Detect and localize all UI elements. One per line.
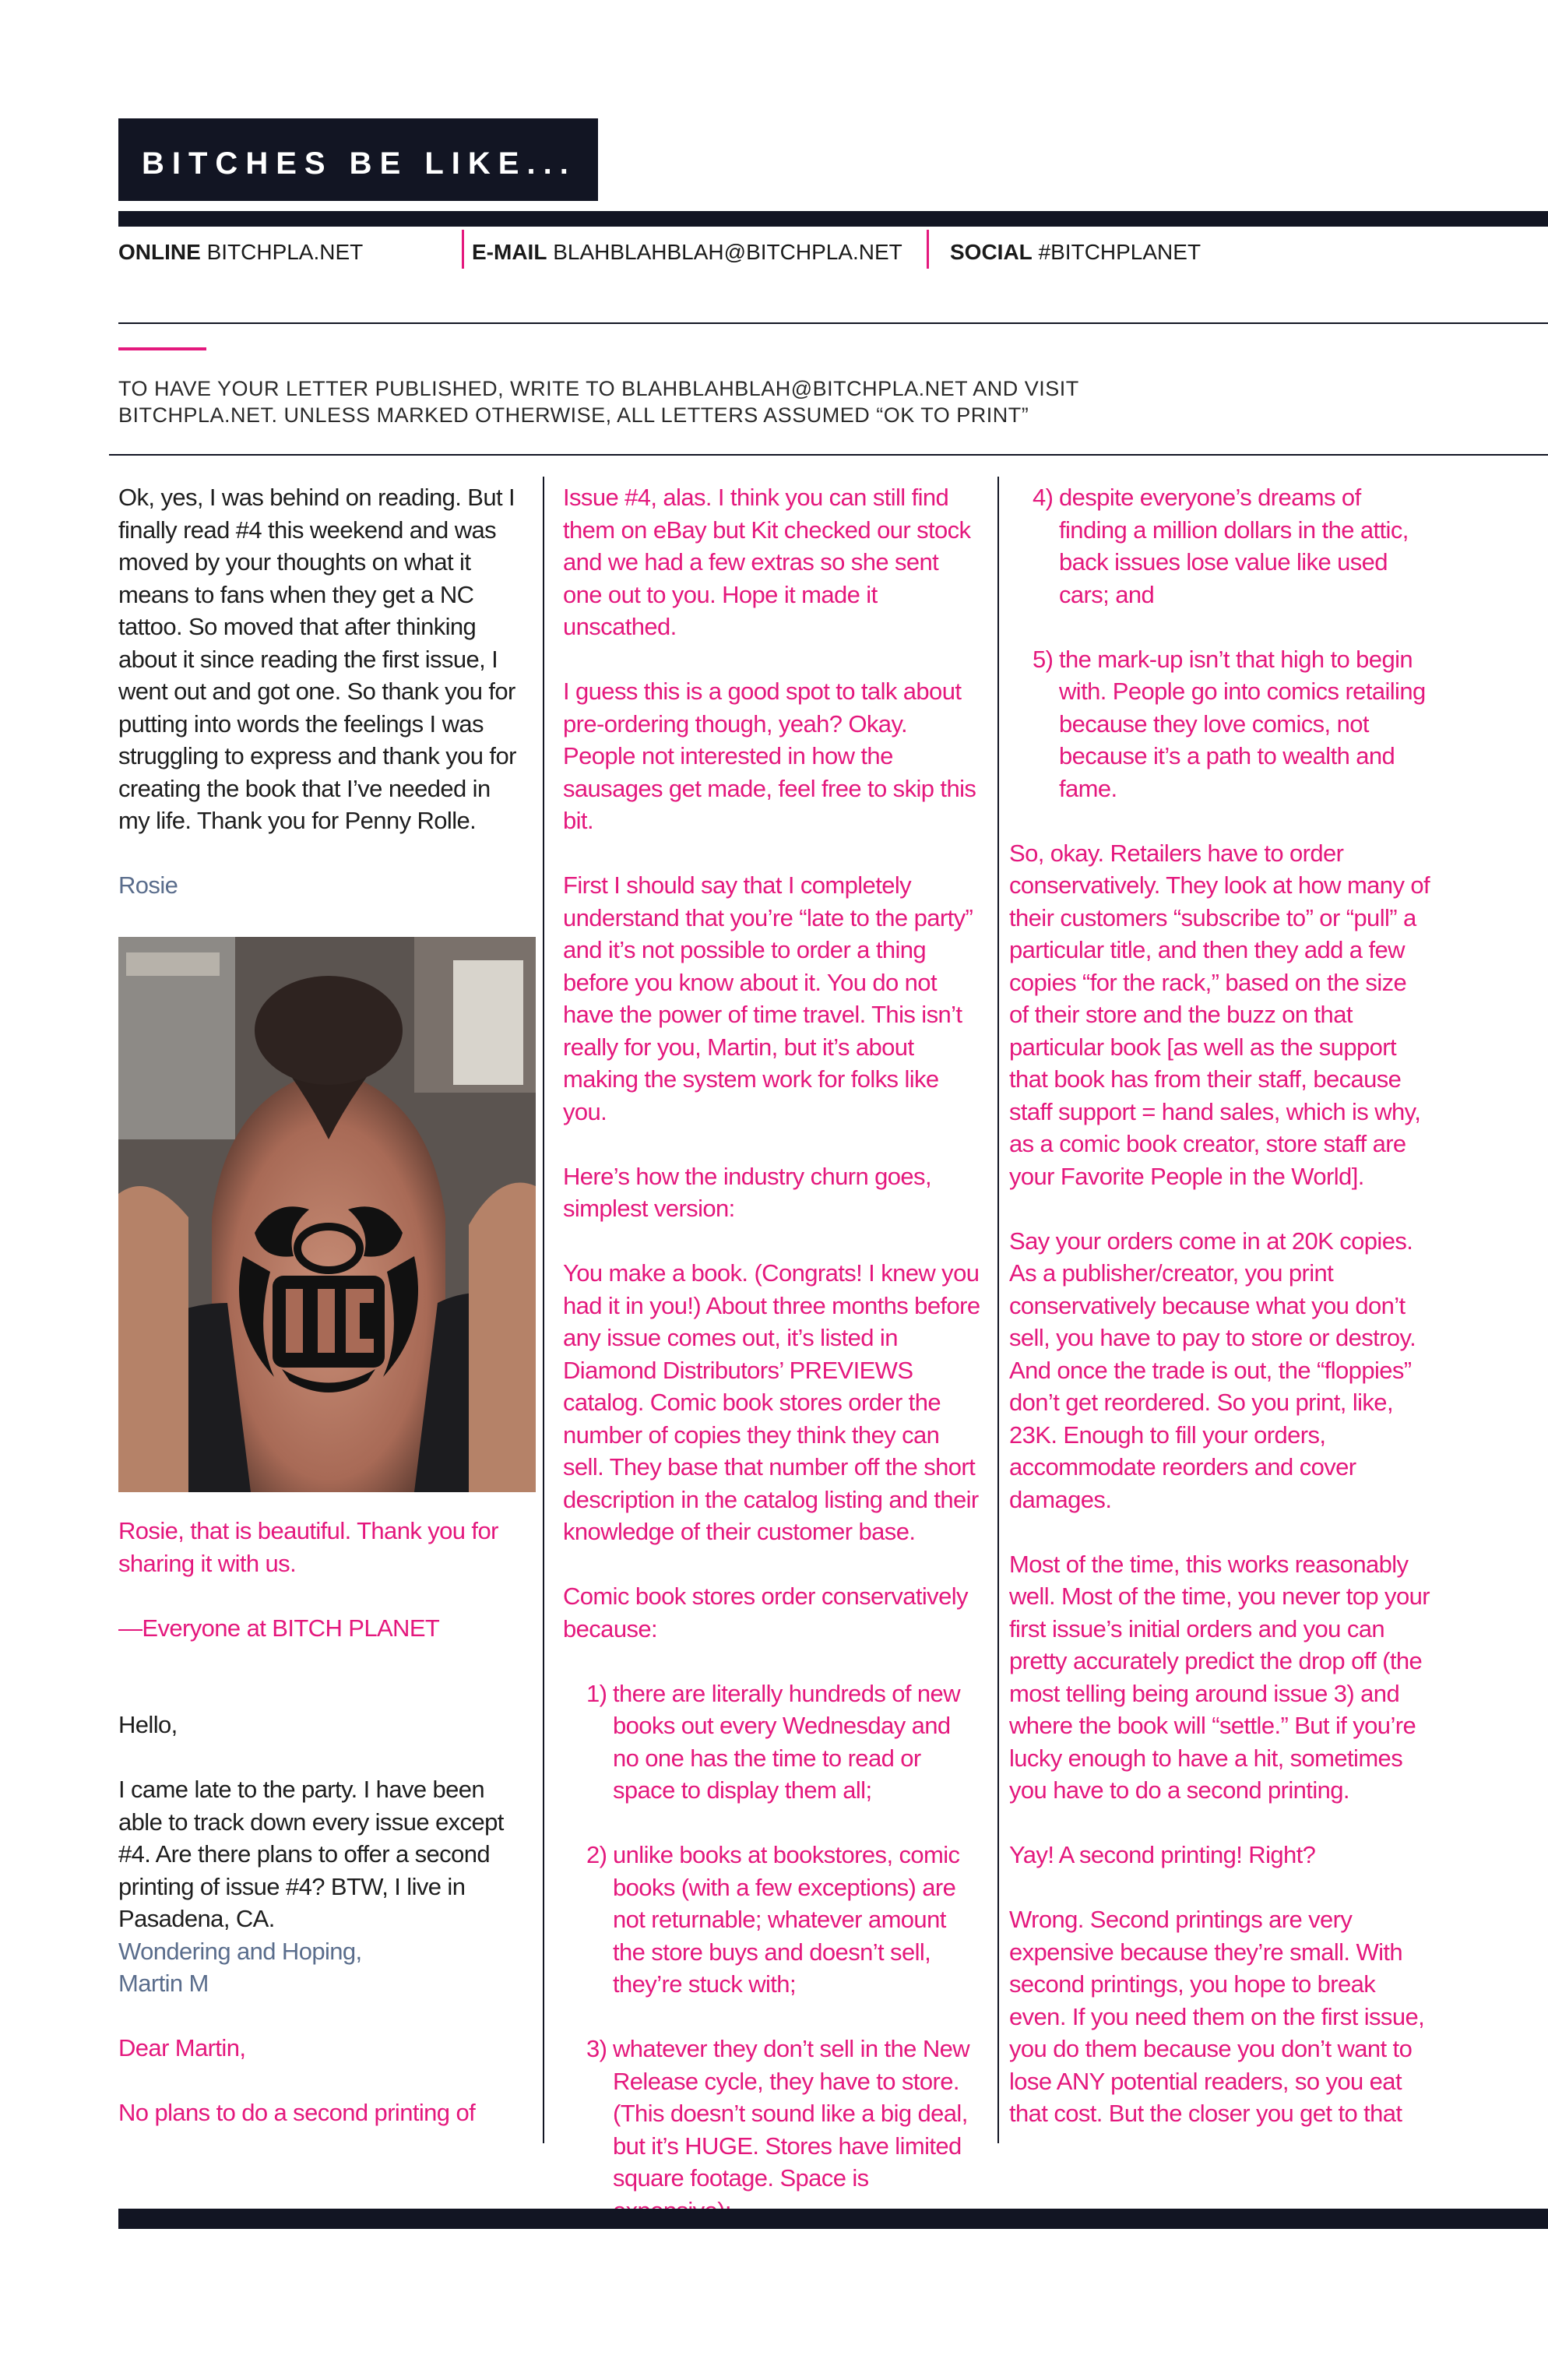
reply-paragraph: So, okay. Retailers have to order conservatively. They look at how many of their customers “subscribe to” or “pull” a particular title, and then they add a few copies “for the rack,” based on the size of their store and the buzz on that particular book [as well as the support that book has from their staff, because staff support = hand sales, which is why, as a comic book creator, store staff are your Favorite People in the World]. (1009, 839, 1430, 1190)
list-item (563, 1839, 982, 2001)
reply-paragraph: I guess this is a good spot to talk about pre-ordering though, yeah? Okay. People not interested in how the sausages get made, feel free to skip this bit. (563, 678, 976, 834)
email-label: E-MAIL (472, 240, 547, 264)
footer-bar (118, 2209, 1548, 2229)
letter-signature: Wondering and Hoping, (118, 1937, 362, 1965)
submission-instructions: TO HAVE YOUR LETTER PUBLISHED, WRITE TO BLAHBLAHBLAH@BITCHPLA.NET AND VISIT BITCHPLA.NET. UNLESS MARKED OTHERWISE, ALL LETTERS ASSUMED “OK TO PRINT” (118, 377, 1079, 427)
reply-paragraph: First I should say that I completely understand that you’re “late to the party” and it’s not possible to order a thing before you know about it. You do not have the power of time travel. This isn’t really for you, Martin, but it’s about making the system work for folks like you. (563, 871, 973, 1125)
list-item (1009, 481, 1430, 611)
reply-signature: —Everyone at BITCH PLANET (118, 1614, 440, 1642)
section-title: BITCHES BE LIKE... (118, 118, 598, 201)
header-bar (118, 211, 1548, 227)
contact-divider (462, 230, 464, 269)
reply-paragraph: You make a book. (Congrats! I knew you had it in you!) About three months before any issue comes out, it’s listed in Diamond Distributors’ PREVIEWS catalog. Comic book stores order the number of copies they think they can sell. They base that number off the short description in the catalog listing and their knowledge of their customer base. (563, 1259, 980, 1545)
list-number: 2) (586, 1841, 607, 1868)
social-label: SOCIAL (950, 240, 1033, 264)
list-number: 1) (586, 1679, 607, 1707)
tattoo-photo (118, 937, 536, 1492)
column-3 (1009, 481, 1430, 2162)
columns-top-rule (109, 454, 1548, 456)
reply-paragraph: Say your orders come in at 20K copies. As a publisher/creator, you print conservatively because what you don’t sell, you have to pay to store or destroy. And once the trade is out, the “floppies” don’t get reordered. So you print, like, 23K. Enough to fill your orders, accommodate reorders and cover damages. (1009, 1227, 1416, 1513)
reply-text: Rosie, that is beautiful. Thank you for sharing it with us. (118, 1517, 498, 1577)
reply-paragraph: Comic book stores order conservatively because: (563, 1583, 968, 1642)
list-item (563, 2033, 982, 2227)
email-link[interactable]: BLAHBLAHBLAH@BITCHPLA.NET (553, 240, 902, 264)
list-item (1009, 643, 1430, 805)
online-label: ONLINE (118, 240, 201, 264)
list-text: the mark-up isn’t that high to begin with. People go into comics retailing because they love comics, not because it’s a path to wealth and fame. (1059, 645, 1426, 802)
column-1 (118, 481, 523, 934)
accent-dash (118, 347, 206, 350)
reply-paragraph: Here’s how the industry churn goes, simplest version: (563, 1162, 931, 1222)
reply-paragraph: Issue #4, alas. I think you can still find them on eBay but Kit checked our stock and we had a few extras so she sent one out to you. Hope it made it unscathed. (563, 484, 971, 640)
social-link[interactable]: #BITCHPLANET (1038, 240, 1201, 264)
reply-greeting: Dear Martin, (118, 2034, 246, 2061)
contact-online (118, 240, 363, 271)
online-link[interactable]: BITCHPLA.NET (206, 240, 364, 264)
list-item (563, 1678, 982, 1807)
letter-greeting: Hello, (118, 1711, 178, 1738)
letter-signature: Martin M (118, 1970, 209, 1997)
list-text: despite everyone’s dreams of finding a million dollars in the attic, back issues lose value like used cars; and (1059, 484, 1409, 608)
reply-text: No plans to do a second printing of (118, 2099, 476, 2126)
column-rule (997, 477, 999, 2143)
contact-divider (927, 230, 929, 269)
list-number: 3) (586, 2035, 607, 2062)
divider-line (118, 322, 1548, 324)
list-number: 4) (1033, 484, 1054, 511)
letter-text: Ok, yes, I was behind on reading. But I finally read #4 this weekend and was moved by your thoughts on what it means to fans when they get a NC tattoo. So moved that after thinking about it since reading the first issue, I went out and got one. So thank you for putting into words the feelings I was struggling to express and thank you for creating the book that I’ve needed in my life. Thank you for Penny Rolle. (118, 484, 516, 834)
reply-paragraph: Most of the time, this works reasonably well. Most of the time, you never top your first issue’s initial orders and you can pretty accurately predict the drop off (the most telling being around issue 3) and where the book will “settle.” But if you’re lucky enough to have a hit, sometimes you have to do a second printing. (1009, 1550, 1430, 1804)
reply-paragraph: Wrong. Second printings are very expensive because they’re small. With second printings, you hope to break even. If you need them on the first issue, you do them because you don’t want to lose ANY potential readers, so you eat that cost. But the closer you get to that (1009, 1906, 1425, 2127)
letter-signature: Rosie (118, 871, 178, 899)
column-2 (563, 481, 982, 2259)
reply-paragraph: Yay! A second printing! Right? (1009, 1841, 1316, 1868)
letter-text: I came late to the party. I have been able to track down every issue except #4. Are there plans to offer a second printing of issue #4? BTW, I live in Pasadena, CA. (118, 1776, 504, 1932)
contact-email (472, 240, 902, 271)
list-number: 5) (1033, 645, 1054, 673)
list-text: unlike books at bookstores, comic books (with a few exceptions) are not returnable; whatever amount the store buys and doesn’t sell, they’re stuck with; (613, 1841, 960, 1998)
column-rule (543, 477, 544, 2143)
list-text: there are literally hundreds of new books out every Wednesday and no one has the time to read or space to display them all; (613, 1679, 960, 1804)
contact-social (950, 240, 1201, 271)
column-1-continued (118, 1515, 523, 2161)
list-text: whatever they don’t sell in the New Release cycle, they have to store. (This doesn’t sound like a big deal, but it’s HUGE. Stores have limited square footage. Space is (613, 2035, 970, 2192)
